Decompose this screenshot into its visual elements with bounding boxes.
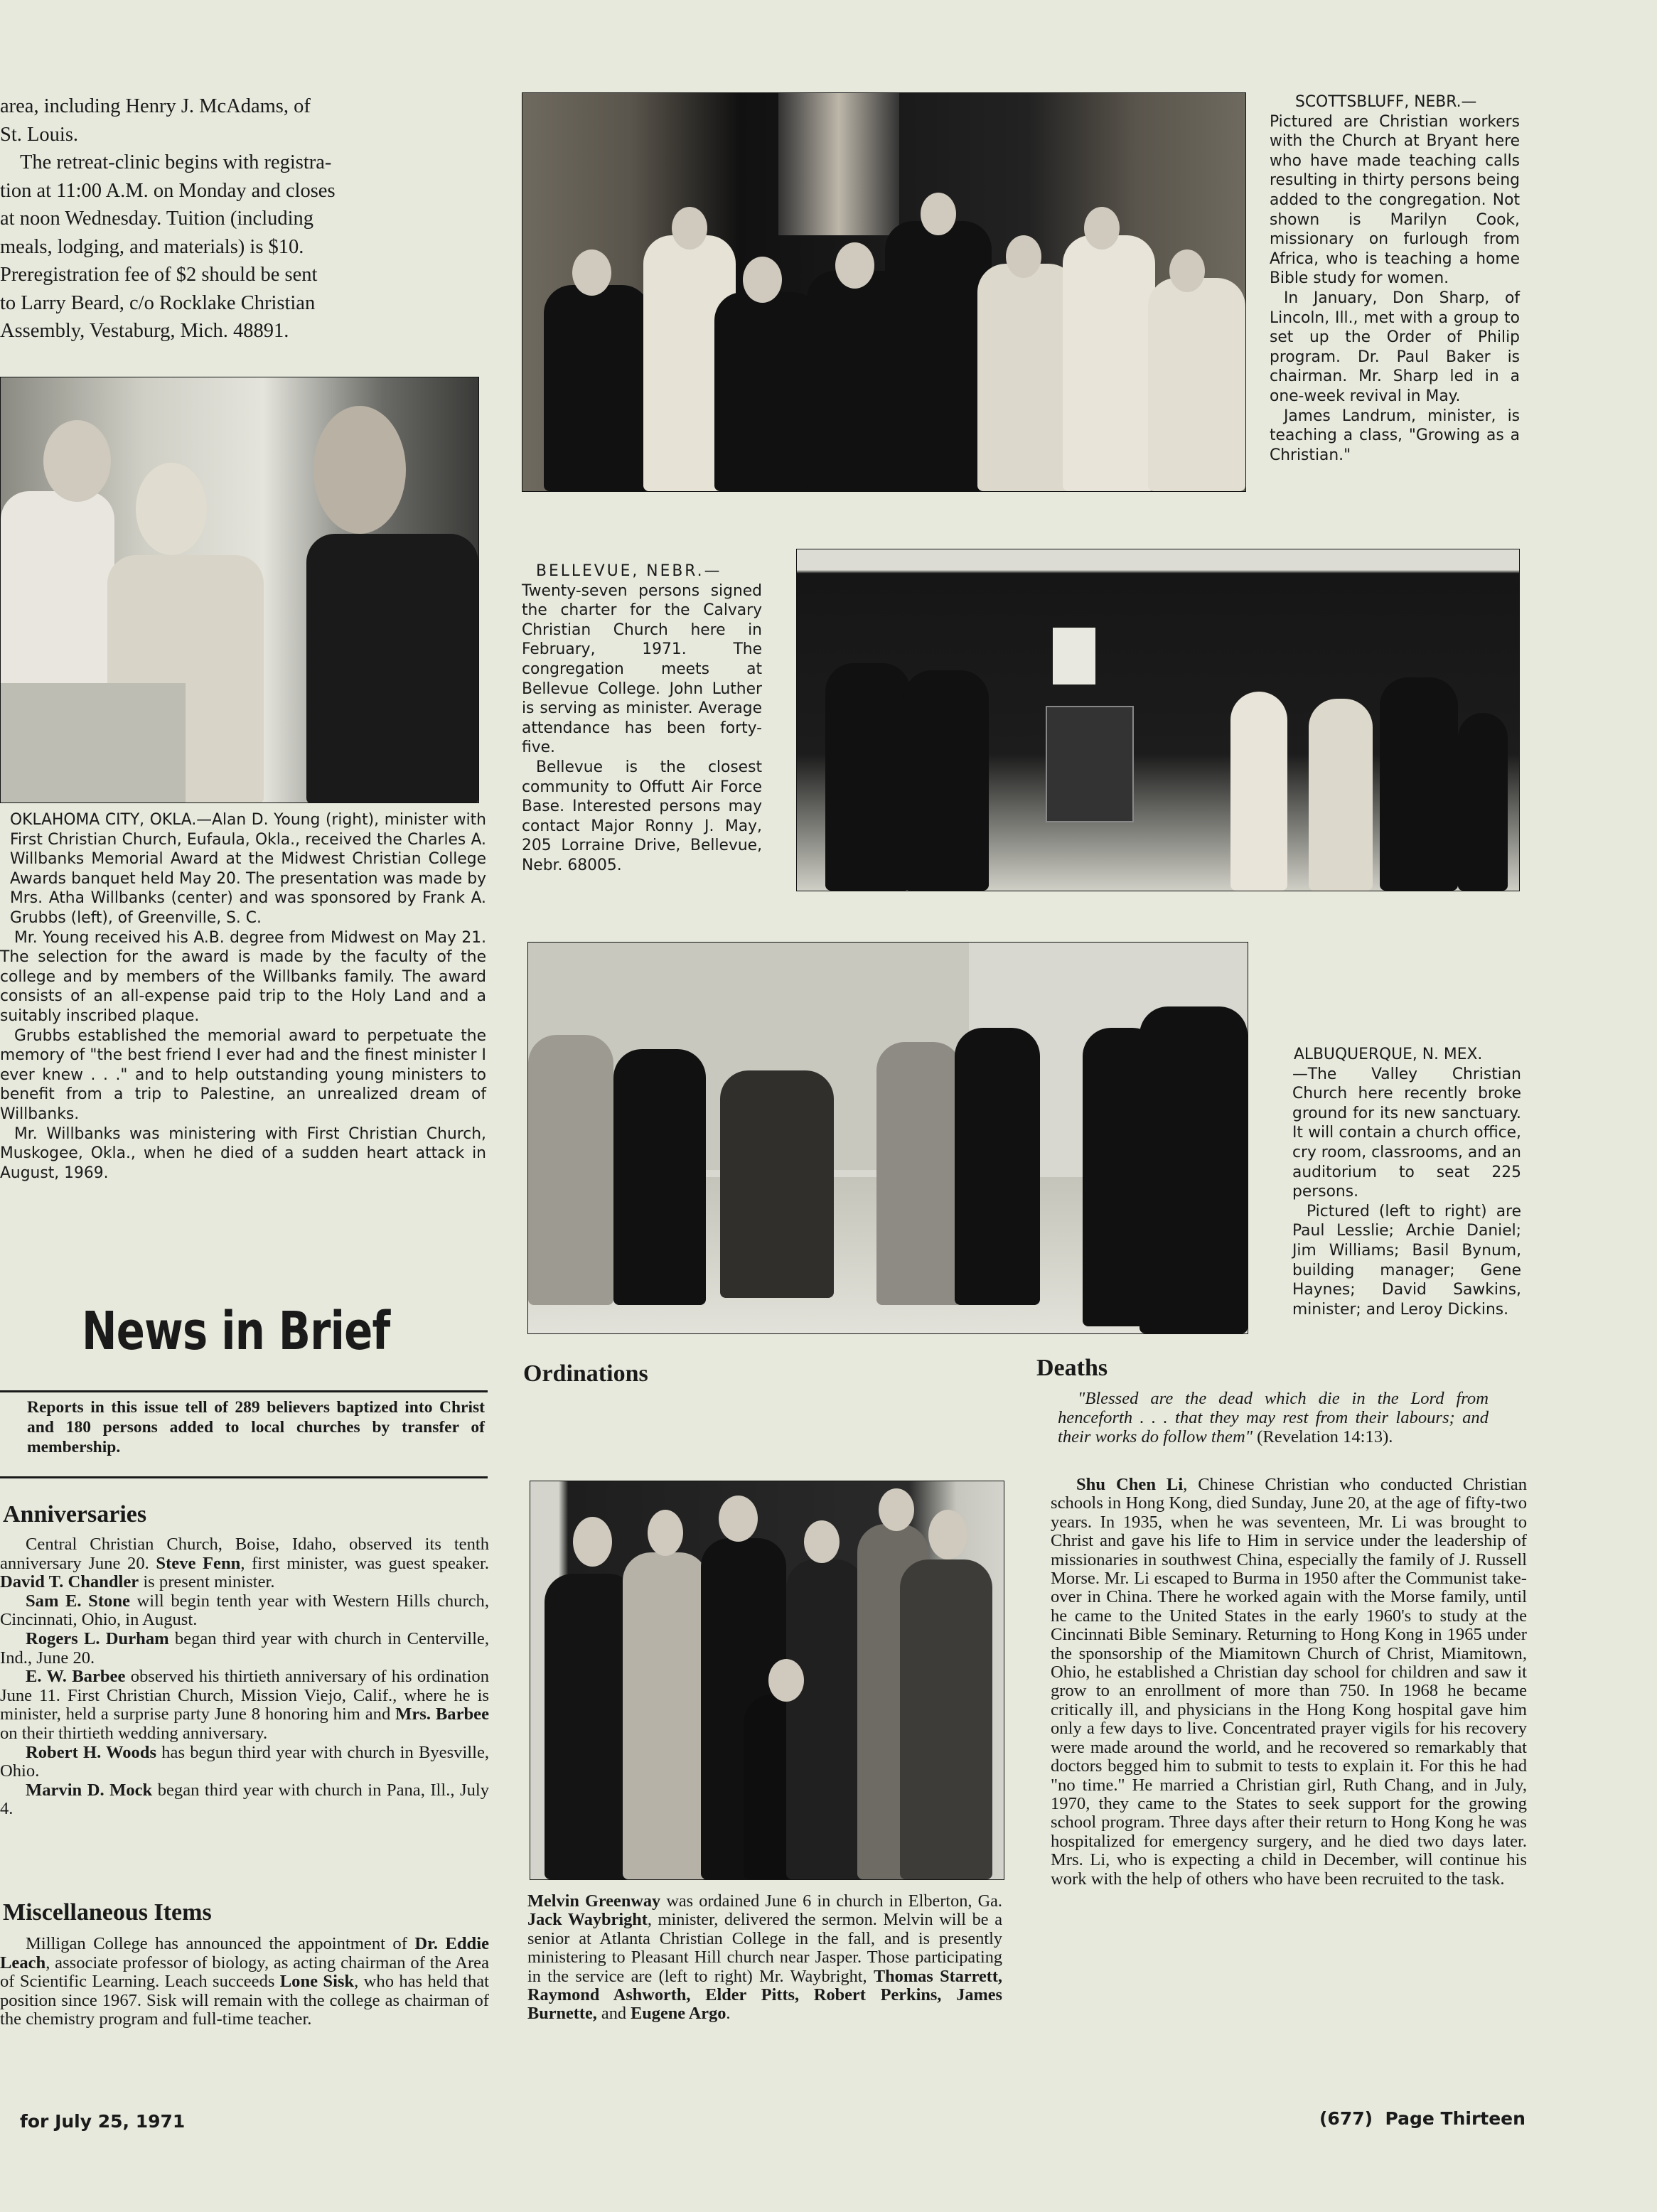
intro-line: St. Louis.: [0, 123, 79, 146]
bellevue-lead: BELLEVUE, NEBR.—: [536, 562, 722, 580]
photo-figure: [876, 1042, 962, 1305]
photo-figure: [613, 1049, 706, 1305]
photo-head: [1169, 249, 1205, 292]
photo-head: [672, 207, 707, 249]
ordinations-heading: Ordinations: [523, 1360, 648, 1387]
photo-figure: [544, 285, 650, 491]
albuquerque-groundbreaking-photo: [527, 942, 1248, 1334]
deaths-verse: [1058, 1389, 1489, 1446]
verse-text: "Blessed are the dead which die in the Lord from henceforth . . . that they may rest from their labours; and their works do follow them": [1058, 1389, 1489, 1446]
photo-head: [43, 420, 111, 502]
photo-head: [573, 1517, 612, 1567]
photo-figure: [623, 1552, 708, 1879]
scottsbluff-caption: [1270, 92, 1520, 465]
photo-charter: [1053, 628, 1095, 684]
footer-date: for July 25, 1971: [20, 2111, 186, 2132]
misc-text: Milligan College has announced the appointment of Dr. Eddie Leach, associate professor of biology, as acting chairman of the Area of Scientific Learning. Leach succeeds Lone Sisk, who has held that position since 1967. Sisk will remain with the college as chairman of the chemistry program and full-time teacher.: [0, 1934, 490, 2029]
anniversaries-list: [0, 1535, 489, 1819]
okc-caption-p1: OKLAHOMA CITY, OKLA.—Alan D. Young (right), minister with First Christian Church, Eufaula, Okla., received the Charles A. Willbanks Memorial Award at the Midwest Christian College Awards banquet held May 20. The presentation was made by Mrs. Atha Willbanks (center) and was sponsored by Frank A. Grubbs (left), of Greenville, S. C.: [10, 811, 486, 927]
intro-line: area, including Henry J. McAdams, of: [0, 95, 311, 117]
intro-line: meals, lodging, and materials) is $10.: [0, 235, 304, 258]
scottsbluff-lead: SCOTTSBLUFF, NEBR.—: [1295, 93, 1477, 111]
photo-head: [648, 1510, 683, 1556]
photo-figure: [1063, 235, 1155, 491]
photo-head: [719, 1496, 758, 1542]
intro-line: Preregistration fee of $2 should be sent: [0, 264, 318, 286]
anniversary-item: Rogers L. Durham began third year with church in Centerville, Ind., June 20.: [0, 1628, 489, 1668]
photo-head: [743, 257, 782, 303]
photo-figure: [903, 670, 989, 891]
photo-figure: [786, 1559, 864, 1879]
misc-heading: Miscellaneous Items: [3, 1899, 212, 1926]
photo-figure: [1309, 699, 1373, 891]
photo-head: [835, 242, 874, 289]
news-top-rule: [0, 1390, 488, 1392]
bellevue-p1: Twenty-seven persons signed the charter for the Calvary Christian Church here in February, 1971. The congregation meets at Bellevue College. John Luther is serving as minister. Average attendance has been forty-five.: [522, 581, 762, 757]
photo-figure: [900, 1559, 992, 1879]
intro-paragraph: [0, 92, 483, 345]
news-summary: Reports in this issue tell of 289 believers baptized into Christ and 180 persons added to local churches by transfer of membership.: [27, 1398, 485, 1456]
photo-head: [1084, 207, 1120, 249]
photo-figure: [885, 221, 992, 491]
obituary-text: Shu Chen Li, Chinese Christian who conducted Christian schools in Hong Kong, died Sunday, June 20, at the age of fifty-two years. In 1935, when he was seventeen, Mr. Li was brought to Christ and gave his life to Him in service under the leadership of missionaries in southwest China, especially the family of J. Russell Morse. Mr. Li escaped to Burma in 1950 after the Communist take-over in China. There he worked again with the Morse family, until he came to the United States in the early 1960's to study at the Cincinnati Bible Seminary. Returning to Hong Kong in 1965 under the sponsorship of the Miamitown Church of Christ, Miamitown, Ohio, he established a Christian day school for children and saw it grow to an enrollment of more than 750. In 1968 he became critically ill, and physicians in the Hong Kong hospital gave him only a few days to live. Concentrated prayer vigils for his recovery were made around the world, and he recovered so remarkably that doctors begged him to submit to tests to explain it. For this he had "no time." He married a Christian girl, Ruth Chang, and in July, 1970, they came to the States to seek support for the growing school program. Three days after their return to Hong Kong he was hospitalized for emergency surgery, and he died two days later. Mrs. Li, who is expecting a child in December, will continue his work with the help of others who have been recruited to the task.: [1051, 1475, 1527, 1889]
okc-caption: [0, 810, 486, 1183]
okc-caption-p3: Grubbs established the memorial award to perpetuate the memory of "the best friend I ever had and the finest minister I ever knew . . ." and to help outstanding young ministers to benefit from a trip to Palestine, an unrealized dream of Willbanks.: [0, 1026, 486, 1123]
photo-figure: [1139, 1006, 1248, 1333]
photo-podium: [1, 683, 186, 802]
okc-caption-p4: Mr. Willbanks was ministering with First Christian Church, Muskogee, Okla., when he died of a sudden heart attack in August, 1969.: [0, 1124, 486, 1182]
albuquerque-p2: Pictured (left to right) are Paul Lesslie; Archie Daniel; Jim Williams; Basil Bynum, building manager; Gene Haynes; David Sawkins, minister; and Leroy Dickins.: [1292, 1202, 1521, 1319]
deaths-heading: Deaths: [1036, 1355, 1108, 1381]
okc-caption-p2: Mr. Young received his A.B. degree from Midwest on May 21. The selection for the award is made by the faculty of the college and by members of the Willbanks family. The award consists of an all-expense paid trip to the Holy Land and a suitably inscribed plaque.: [0, 928, 486, 1025]
footer-page-number: (677) Page Thirteen: [1319, 2108, 1525, 2129]
albuquerque-caption: [1292, 1045, 1521, 1319]
photo-head: [804, 1520, 840, 1563]
photo-figure: [955, 1028, 1040, 1305]
photo-head: [136, 463, 207, 555]
photo-figure: [306, 534, 478, 803]
photo-figure: [1380, 677, 1458, 891]
ordination-text: Melvin Greenway was ordained June 6 in church in Elberton, Ga. Jack Waybright, minister, delivered the sermon. Melvin will be a senior at Atlanta Christian College in the fall, and is presently ministering to Pleasant Hill church near Jasper. Those participating in the service are (left to right) Mr. Waybright, Thomas Starrett, Raymond Ashworth, Elder Pitts, Robert Perkins, James Burnette, and Eugene Argo.: [527, 1891, 1003, 2024]
scottsbluff-p3: James Landrum, minister, is teaching a class, "Growing as a Christian.": [1270, 407, 1520, 464]
photo-head: [879, 1488, 914, 1531]
intro-line: at noon Wednesday. Tuition (including: [0, 208, 314, 230]
ordination-caption: [527, 1892, 1002, 2024]
photo-head: [572, 249, 611, 296]
anniversary-item: Marvin D. Mock began third year with church in Pana, Ill., July 4.: [0, 1780, 489, 1819]
photo-head: [928, 1510, 967, 1559]
photo-figure: [977, 264, 1077, 491]
photo-figure: [1148, 278, 1245, 491]
intro-line: Assembly, Vestaburg, Mich. 48891.: [0, 320, 289, 342]
photo-head: [768, 1659, 804, 1702]
news-bottom-rule: [0, 1476, 488, 1478]
photo-curtain: [778, 93, 899, 235]
photo-figure: [720, 1070, 834, 1298]
photo-figure: [1458, 713, 1508, 891]
albuquerque-p1: —The Valley Christian Church here recently broke ground for its new sanctuary. It will contain a church office, cry room, classrooms, and an auditorium to seat 225 persons.: [1292, 1065, 1521, 1201]
bellevue-caption: [522, 562, 762, 876]
photo-figure: [528, 1035, 613, 1305]
anniversary-item: Robert H. Woods has begun third year with church in Byesville, Ohio.: [0, 1742, 490, 1781]
misc-paragraph: [0, 1935, 489, 2029]
deaths-body: [1051, 1476, 1527, 1889]
anniversary-item: Sam E. Stone will begin tenth year with Western Hills church, Cincinnati, Ohio, in August.: [0, 1591, 490, 1630]
albuquerque-lead: ALBUQUERQUE, N. MEX.: [1294, 1046, 1483, 1063]
photo-figure: [1230, 692, 1287, 891]
scottsbluff-group-photo: [522, 92, 1246, 492]
ordination-photo: [530, 1481, 1004, 1880]
scottsbluff-p2: In January, Don Sharp, of Lincoln, Ill., met with a group to set up the Order of Philip program. Dr. Paul Baker is chairman. Mr. Sharp led in a one-week revival in May.: [1270, 289, 1520, 405]
verse-reference: (Revelation 14:13).: [1253, 1427, 1393, 1446]
bellevue-p2: Bellevue is the closest community to Offutt Air Force Base. Interested persons may contact Major Ronny J. May, 205 Lorraine Drive, Bellevue, Nebr. 68005.: [522, 758, 762, 874]
scottsbluff-p1: Pictured are Christian workers with the Church at Bryant here who have made teaching calls resulting in thirty persons being added to the congregation. Not shown is Marilyn Cook, missionary on furlough from Africa, who is teaching a home Bible study for women.: [1270, 112, 1520, 288]
intro-line: to Larry Beard, c/o Rocklake Christian: [0, 291, 316, 314]
anniversary-item: E. W. Barbee observed his thirtieth anniversary of his ordination June 11. First Christian Church, Mission Viejo, Calif., where he is minister, held a surprise party June 8 honoring him and Mrs. Barbee on their thirtieth wedding anniversary.: [0, 1667, 490, 1743]
news-in-brief-title: News in Brief: [82, 1301, 390, 1362]
intro-line: The retreat-clinic begins with registra-: [20, 151, 332, 173]
photo-podium: [1046, 706, 1134, 822]
intro-line: tion at 11:00 A.M. on Monday and closes: [0, 179, 336, 202]
okc-award-photo: [0, 377, 479, 803]
photo-figure: [714, 292, 821, 491]
photo-head: [313, 406, 406, 534]
photo-head: [1006, 235, 1041, 278]
photo-figure: [825, 663, 911, 891]
bellevue-charter-photo: [796, 549, 1520, 891]
photo-head: [921, 193, 956, 235]
anniversaries-heading: Anniversaries: [3, 1501, 147, 1528]
anniversary-item: Central Christian Church, Boise, Idaho, observed its tenth anniversary June 20. Steve Fenn, first minister, was guest speaker. David T. Chandler is present minister.: [0, 1535, 489, 1592]
